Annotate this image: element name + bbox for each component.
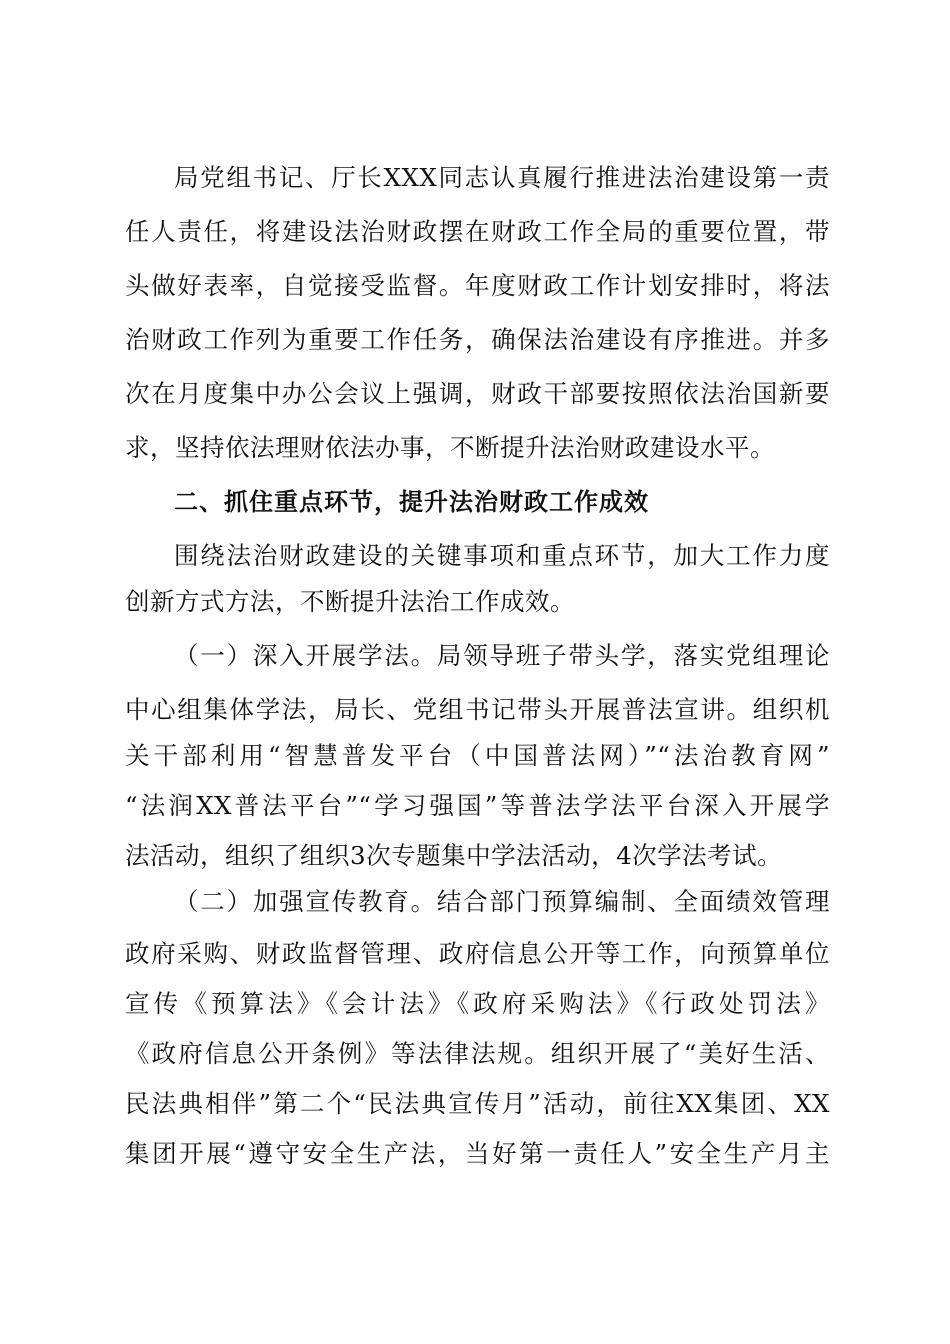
paragraph-1-line-1: 局党组书记、厅长XXX同志认真履行推进法治建设第一责: [174, 163, 830, 192]
section-heading-2: 二、抓住重点环节，提升法治财政工作成效: [174, 488, 649, 516]
paragraph-3-line-5: 法活动，组织了组织3次专题集中学法活动，4次学法考试。: [125, 841, 783, 870]
paragraph-3-line-3: 关干部利用“智慧普发平台（中国普法网）”“法治教育网”: [125, 741, 830, 770]
paragraph-1-line-5: 次在月度集中办公会议上强调，财政干部要按照依法治国新要: [125, 379, 830, 408]
paragraph-1-line-4: 治财政工作列为重要工作任务，确保法治建设有序推进。并多: [125, 325, 830, 354]
paragraph-4-line-6: 集团开展“遵守安全生产法，当好第一责任人”安全生产月主: [125, 1139, 830, 1168]
paragraph-2-line-2: 创新方式方法，不断提升法治工作成效。: [125, 587, 575, 616]
paragraph-3-line-2: 中心组集体学法，局长、党组书记带头开展普法宣讲。组织机: [125, 695, 830, 724]
paragraph-4-line-2: 政府采购、财政监督管理、政府信息公开等工作，向预算单位: [125, 939, 830, 968]
paragraph-2-line-1: 围绕法治财政建设的关键事项和重点环节，加大工作力度: [174, 541, 830, 570]
paragraph-4-line-4: 《政府信息公开条例》等法律法规。组织开展了“美好生活、: [125, 1039, 830, 1068]
paragraph-3-line-1: （一）深入开展学法。局领导班子带头学，落实党组理论: [174, 641, 830, 670]
paragraph-1-line-6: 求，坚持依法理财依法办事，不断提升法治财政建设水平。: [125, 433, 775, 462]
paragraph-4-line-5: 民法典相伴”第二个“民法典宣传月”活动，前往XX集团、XX: [125, 1089, 830, 1118]
paragraph-1-line-2: 任人责任，将建设法治财政摆在财政工作全局的重要位置，带: [125, 217, 830, 246]
paragraph-3-line-4: “法润XX普法平台”“学习强国”等普法学法平台深入开展学: [125, 791, 830, 820]
paragraph-1-line-3: 头做好表率，自觉接受监督。年度财政工作计划安排时，将法: [125, 271, 830, 300]
paragraph-4-line-3: 宣传《预算法》《会计法》《政府采购法》《行政处罚法》: [125, 989, 830, 1018]
paragraph-4-line-1: （二）加强宣传教育。结合部门预算编制、全面绩效管理: [174, 887, 830, 916]
